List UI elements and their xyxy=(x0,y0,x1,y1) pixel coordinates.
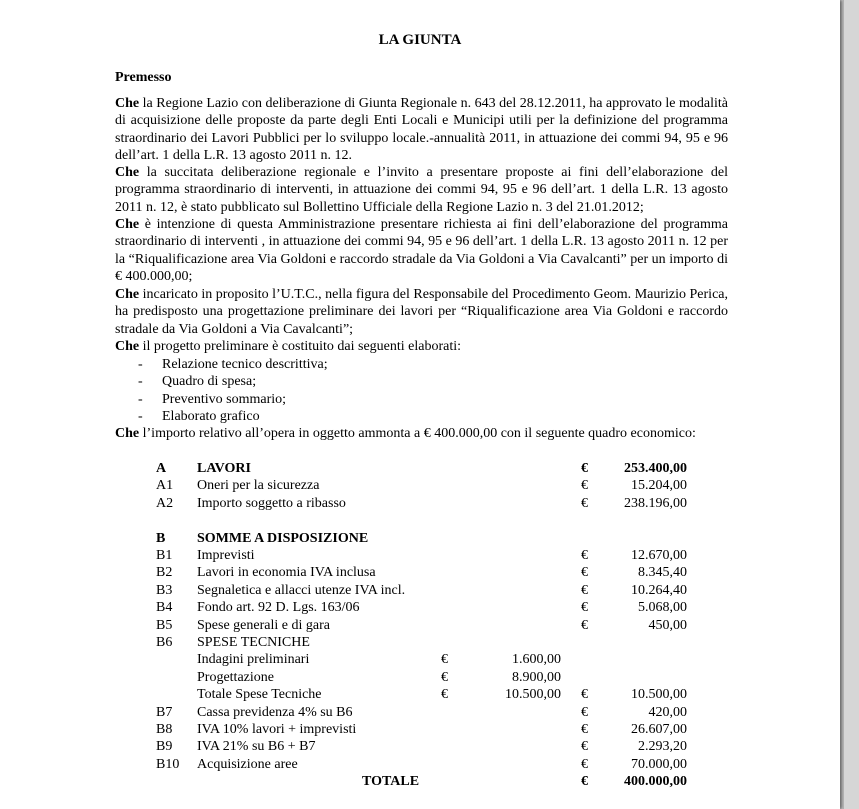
sub-amount: 1.600,00 xyxy=(512,652,561,668)
row-label: LAVORI xyxy=(197,461,251,476)
sub-amount: 8.900,00 xyxy=(512,669,561,685)
premise-lead: Che xyxy=(115,287,140,302)
row-label: Importo soggetto a ribasso xyxy=(197,495,346,511)
amount: 15.204,00 xyxy=(631,478,687,494)
row-label: IVA 10% lavori + imprevisti xyxy=(197,722,357,737)
bullet-dash: - xyxy=(138,357,143,372)
closing-paragraph xyxy=(115,425,728,442)
currency-symbol: € xyxy=(581,582,588,598)
premise-paragraph xyxy=(115,164,728,216)
premise-paragraph xyxy=(115,286,728,338)
row-code: B8 xyxy=(156,722,173,737)
row-label: Fondo art. 92 D. Lgs. 163/06 xyxy=(197,600,360,616)
table-row xyxy=(0,547,840,564)
currency-symbol: € xyxy=(441,687,448,703)
attachment-item xyxy=(138,391,286,408)
closing-text: l’importo relativo all’opera in oggetto ammonta a € 400.000,00 con il seguente quadro economico: xyxy=(139,426,696,441)
currency-symbol: € xyxy=(581,495,588,511)
bullet-dash: - xyxy=(138,391,143,407)
currency-symbol: € xyxy=(581,756,588,772)
row-code: B7 xyxy=(156,704,173,720)
row-code: B9 xyxy=(156,739,173,755)
premise-lead: Che xyxy=(115,96,140,111)
attachment-label: Quadro di spesa; xyxy=(162,374,257,390)
row-code: B3 xyxy=(156,582,173,598)
row-code: B6 xyxy=(156,635,173,650)
amount: 238.196,00 xyxy=(624,495,687,511)
attachment-label: Preventivo sommario; xyxy=(162,391,287,407)
page-title: LA GIUNTA xyxy=(378,32,462,48)
bullet-dash: - xyxy=(138,409,143,425)
amount: 2.293,20 xyxy=(638,739,687,755)
table-row xyxy=(0,617,840,634)
premise-lead: Che xyxy=(115,217,140,232)
row-code: B1 xyxy=(156,548,173,563)
attachment-item xyxy=(138,373,256,390)
row-label: Cassa previdenza 4% su B6 xyxy=(197,704,353,720)
row-label: Progettazione xyxy=(197,669,274,685)
table-row xyxy=(0,582,840,599)
currency-symbol: € xyxy=(581,600,588,616)
table-row xyxy=(0,686,840,703)
row-code: A1 xyxy=(156,478,174,494)
row-label: Lavori in economia IVA inclusa xyxy=(197,565,376,581)
premise-text: il progetto preliminare è costituito dai seguenti elaborati: xyxy=(139,339,462,354)
currency-symbol: € xyxy=(581,478,588,494)
attachment-label: Relazione tecnico descrittiva; xyxy=(162,357,328,372)
currency-symbol: € xyxy=(581,461,588,476)
currency-symbol: € xyxy=(581,774,588,790)
row-code: A xyxy=(156,461,167,476)
table-row xyxy=(0,495,840,512)
table-row xyxy=(0,721,840,738)
closing-lead: Che xyxy=(115,426,140,441)
premise-paragraph xyxy=(115,216,728,286)
row-label: Totale Spese Tecniche xyxy=(197,687,322,703)
table-row xyxy=(0,460,840,477)
amount: 8.345,40 xyxy=(638,565,687,581)
table-row xyxy=(0,477,840,494)
table-row xyxy=(0,669,840,686)
row-code: B10 xyxy=(156,756,180,772)
table-row xyxy=(0,634,840,651)
amount: 70.000,00 xyxy=(631,756,687,772)
table-row xyxy=(0,530,840,547)
row-label: Acquisizione aree xyxy=(197,756,298,772)
premise-text: è intenzione di questa Amministrazione presentare richiesta ai fini dell’elaborazione del programma straordinario di interventi , in attuazione dei commi 94, 95 e 96 dell’art. 1 della L.R. 13 agosto 2011 n. 12 per la “Riqualificazione area Via Goldoni e raccordo stradale da Via Goldoni a Via Cavalcanti” per un importo di € 400.000,00; xyxy=(115,217,728,285)
attachment-item xyxy=(138,356,328,373)
row-code: B5 xyxy=(156,617,173,633)
premise-text: la Regione Lazio con deliberazione di Giunta Regionale n. 643 del 28.12.2011, ha approvato le modalità di acquisizione delle proposte da parte degli Enti Locali e Municipi utili per la definizione del programma straordinario dei Lavori Pubblici per lo sviluppo locale.-annualità 2011, in attuazione dei commi 94, 95 e 96 dell’art. 1 della L.R. 13 agosto 2011 n. 12. xyxy=(115,96,728,164)
currency-symbol: € xyxy=(581,565,588,581)
table-row xyxy=(0,738,840,755)
premise-paragraph xyxy=(115,338,728,355)
row-code: B xyxy=(156,530,166,546)
currency-symbol: € xyxy=(581,687,588,703)
row-code: B2 xyxy=(156,565,173,581)
table-row xyxy=(0,704,840,721)
row-label: TOTALE xyxy=(362,774,420,790)
row-label: Segnaletica e allacci utenze IVA incl. xyxy=(197,582,406,598)
row-label: IVA 21% su B6 + B7 xyxy=(197,739,316,755)
attachment-label: Elaborato grafico xyxy=(162,409,260,425)
table-row xyxy=(0,773,840,790)
currency-symbol: € xyxy=(581,704,588,720)
table-row xyxy=(0,756,840,773)
row-code: B4 xyxy=(156,600,173,616)
row-label: Imprevisti xyxy=(197,548,255,563)
currency-symbol: € xyxy=(581,722,588,737)
amount: 10.500,00 xyxy=(631,687,687,703)
premise-text: incaricato in proposito l’U.T.C., nella figura del Responsabile del Procedimento Geom. Maurizio Perica, ha predisposto una progettazione preliminare dei lavori per “Riqualificazione area Via Goldoni e raccordo stradale da Via Goldoni a Via Cavalcanti”; xyxy=(115,287,728,337)
table-row xyxy=(0,599,840,616)
premise-text: la succitata deliberazione regionale e l’invito a presentare proposte ai fini dell’elaborazione del programma straordinario di interventi, in attuazione dei commi 94, 95 e 96 dell’art. 1 della L.R. 13 agosto 2011 n. 12, è stato pubblicato sul Bollettino Ufficiale della Regione Lazio n. 3 del 21.01.2012; xyxy=(115,165,728,215)
sub-amount: 10.500,00 xyxy=(505,687,561,703)
vertical-scrollbar[interactable] xyxy=(843,0,859,809)
premise-lead: Che xyxy=(115,339,140,354)
amount: 10.264,40 xyxy=(631,582,687,598)
section-heading: Premesso xyxy=(115,70,172,85)
amount: 400.000,00 xyxy=(624,774,687,790)
amount: 450,00 xyxy=(648,617,687,633)
currency-symbol: € xyxy=(581,617,588,633)
amount: 420,00 xyxy=(648,704,687,720)
premise-paragraph xyxy=(115,95,728,165)
amount: 12.670,00 xyxy=(631,548,687,563)
amount: 26.607,00 xyxy=(631,722,687,737)
row-label: SOMME A DISPOSIZIONE xyxy=(197,530,369,546)
row-label: SPESE TECNICHE xyxy=(197,635,310,650)
amount: 5.068,00 xyxy=(638,600,687,616)
row-label: Indagini preliminari xyxy=(197,652,310,668)
currency-symbol: € xyxy=(581,548,588,563)
currency-symbol: € xyxy=(441,669,448,685)
row-label: Oneri per la sicurezza xyxy=(197,478,320,494)
table-row xyxy=(0,651,840,668)
currency-symbol: € xyxy=(441,652,448,668)
premise-lead: Che xyxy=(115,165,140,180)
row-label: Spese generali e di gara xyxy=(197,617,330,633)
bullet-dash: - xyxy=(138,374,143,390)
table-row xyxy=(0,564,840,581)
currency-symbol: € xyxy=(581,739,588,755)
attachment-item xyxy=(138,408,260,425)
row-code: A2 xyxy=(156,495,174,511)
amount: 253.400,00 xyxy=(624,461,687,476)
